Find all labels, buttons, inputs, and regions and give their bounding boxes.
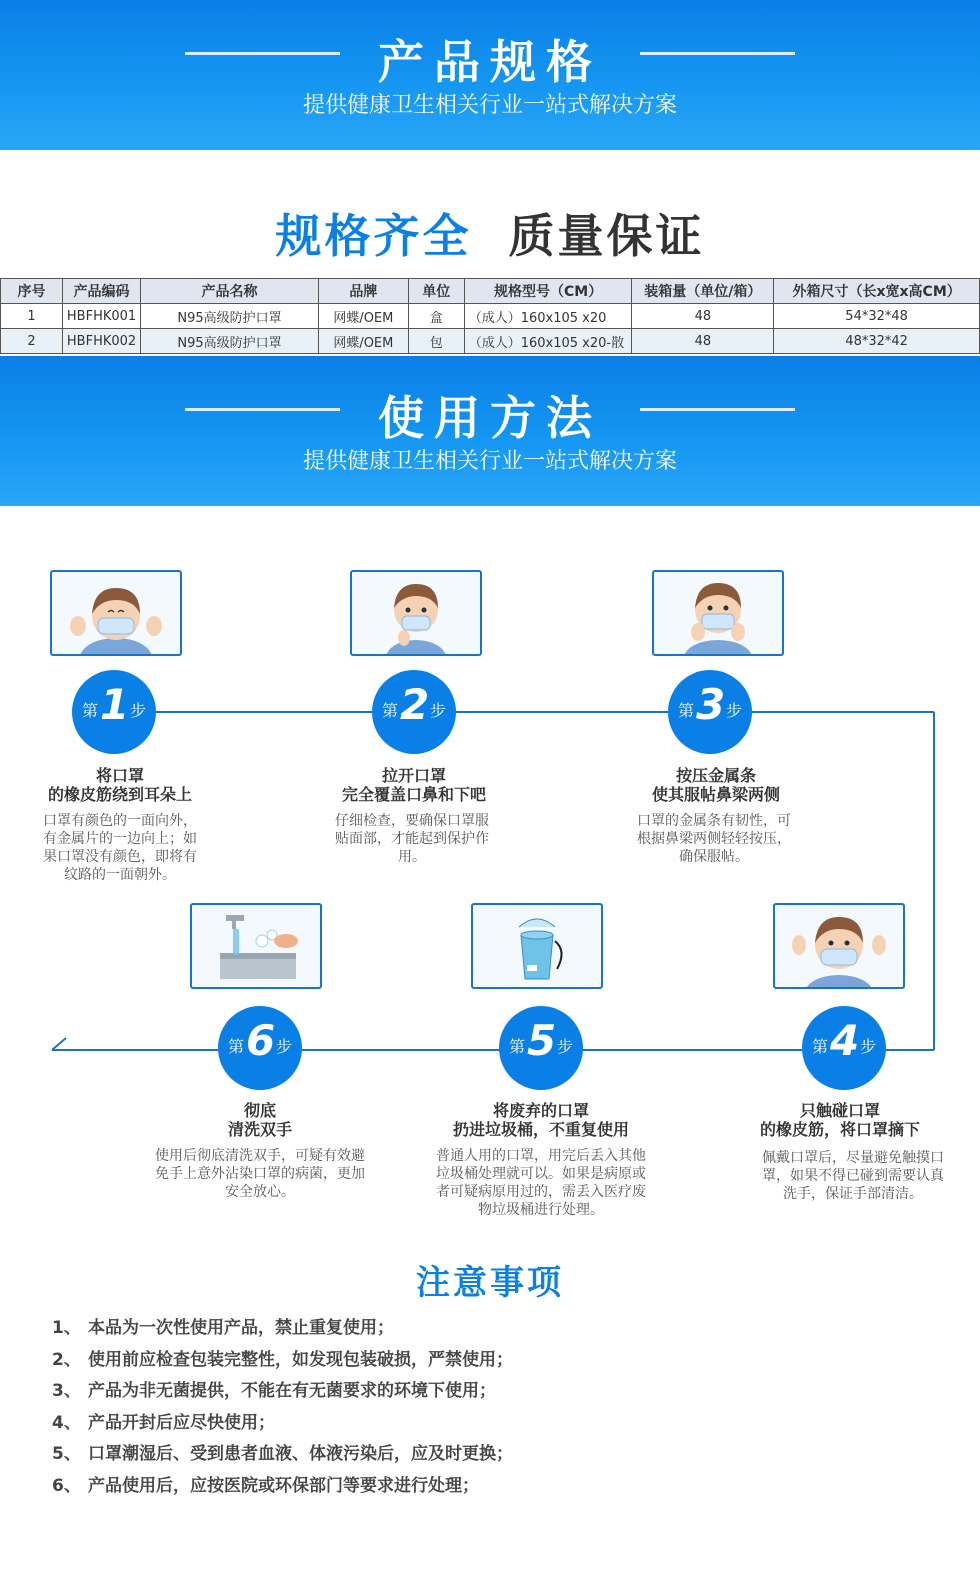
table-header: 外箱尺寸（长x宽x高CM） (774, 279, 980, 304)
step-suffix: 步 (859, 1037, 876, 1056)
step-description-line: 垃圾桶处理就可以。如果是病原或 (436, 1166, 646, 1182)
table-header: 产品编码 (62, 279, 140, 304)
step-heading (140, 1101, 380, 1139)
step-heading (421, 1101, 661, 1139)
step-number: 2 (400, 680, 430, 729)
spec-banner (0, 0, 980, 150)
step-description-line: 洗手，保证手部清洁。 (783, 1186, 923, 1202)
step-prefix: 第 (678, 701, 695, 720)
table-cell: N95高级防护口罩 (141, 329, 319, 354)
step-description-line: 普通人用的口罩，用完后丢入其他 (436, 1148, 646, 1164)
child-remove-mask-icon (773, 903, 905, 989)
notice-item-number: 5、 (52, 1444, 81, 1464)
step-heading-line: 只触碰口罩 (799, 1101, 880, 1120)
step-heading-line: 拉开口罩 (381, 766, 446, 785)
step-description (0, 812, 240, 884)
step-description-line: 物垃圾桶进行处理。 (478, 1202, 604, 1218)
notice-title: 注意事项 (416, 1263, 564, 1303)
step-description-line: 者可疑病原用过的，需丢入医疗废 (436, 1184, 646, 1200)
table-cell: 48 (632, 304, 774, 329)
step-description-line: 确保服帖。 (679, 849, 749, 865)
step-suffix: 步 (429, 701, 446, 720)
step-heading (596, 766, 836, 804)
step-description-line: 使用后彻底清洗双手，可疑有效避 (155, 1148, 365, 1164)
table-cell: 54*32*48 (774, 304, 980, 329)
table-header: 品牌 (318, 279, 408, 304)
step-description-line: 根据鼻梁两侧轻轻按压， (637, 831, 791, 847)
step-heading-line: 扔进垃圾桶，不重复使用 (452, 1120, 629, 1139)
table-cell: 48*32*42 (774, 329, 980, 354)
notice-item-text: 使用前应检查包装完整性，如发现包装破损，严禁使用； (88, 1349, 513, 1370)
notice-item-text: 产品使用后，应按医院或环保部门等要求进行处理； (88, 1475, 479, 1496)
step-description-line: 佩戴口罩后，尽量避免触摸口 (762, 1150, 944, 1166)
table-cell: HBFHK002 (62, 329, 140, 354)
step-number: 6 (246, 1016, 276, 1065)
quality-headline-part2: 质量保证 (508, 209, 705, 263)
step-prefix: 第 (382, 701, 399, 720)
step-badge-1 (72, 670, 156, 754)
step-badge-6 (218, 1006, 302, 1090)
notice-item-text: 产品为非无菌提供，不能在有无菌要求的环境下使用； (88, 1381, 496, 1401)
step-heading (294, 766, 534, 804)
table-cell: 包 (408, 329, 464, 354)
trash-bin-icon (471, 903, 603, 989)
table-header-row (1, 279, 980, 304)
child-pull-mask-icon (350, 570, 482, 656)
table-cell: 48 (632, 329, 774, 354)
notice-item-text: 口罩潮湿后、受到患者血液、体液污染后，应及时更换； (88, 1444, 513, 1464)
step-heading (0, 766, 240, 804)
table-row (1, 329, 980, 354)
step-description-line: 免手上意外沾染口罩的病菌，更加 (155, 1166, 365, 1182)
step-heading-line: 彻底 (243, 1101, 276, 1120)
step-badge-5 (499, 1006, 583, 1090)
step-description-line: 果口罩没有颜色，即将有 (43, 849, 197, 865)
step-description-line: 罩，如果不得已碰到需要认真 (762, 1168, 944, 1184)
table-cell: （成人）160x105 x20-散 (464, 329, 632, 354)
notice-item-number: 4、 (52, 1412, 81, 1433)
step-heading-line: 将口罩 (95, 766, 144, 785)
step-badge-2 (372, 670, 456, 754)
step-description (728, 1149, 978, 1203)
step-description-line: 纹路的一面朝外。 (64, 867, 176, 883)
quality-headline-part1: 规格齐全 (275, 209, 472, 263)
notice-item (52, 1408, 932, 1440)
step-number: 4 (830, 1016, 860, 1065)
step-heading-line: 按压金属条 (675, 766, 756, 785)
banner-subtitle: 提供健康卫生相关行业一站式解决方案 (302, 449, 677, 474)
notice-item-text: 产品开封后应尽快使用； (88, 1412, 275, 1433)
step-description-line: 口罩的金属条有韧性，可 (637, 813, 791, 829)
table-header: 序号 (1, 279, 63, 304)
step-prefix: 第 (509, 1037, 526, 1056)
notice-item-number: 3、 (52, 1381, 81, 1401)
table-cell: 盒 (408, 304, 464, 329)
step-description (130, 1147, 390, 1201)
step-badge-4 (802, 1006, 886, 1090)
notice-item-number: 6、 (52, 1475, 81, 1496)
step-suffix: 步 (556, 1037, 573, 1056)
notice-item (52, 1313, 932, 1345)
hand-washing-icon (190, 903, 322, 989)
table-cell: HBFHK001 (62, 304, 140, 329)
step-suffix: 步 (275, 1037, 292, 1056)
step-prefix: 第 (228, 1037, 245, 1056)
step-heading-line: 使其服帖鼻梁两侧 (651, 785, 780, 804)
notice-item-number: 1、 (52, 1318, 81, 1338)
table-cell: 1 (1, 304, 63, 329)
step-description-line: 安全放心。 (225, 1184, 295, 1200)
usage-banner (0, 356, 980, 506)
notice-item (52, 1376, 932, 1408)
step-number: 1 (100, 680, 130, 729)
step-description-line: 口罩有颜色的一面向外， (43, 813, 197, 829)
table-header: 装箱量（单位/箱） (632, 279, 774, 304)
notice-item (52, 1471, 932, 1503)
step-description-line: 贴面部，才能起到保护作 (335, 831, 489, 847)
step-prefix: 第 (812, 1037, 829, 1056)
child-mask-ears-icon (50, 570, 182, 656)
child-press-nose-icon (652, 570, 784, 656)
step-suffix: 步 (129, 701, 146, 720)
step-description (594, 812, 834, 866)
step-heading-line: 的橡皮筋，将口罩摘下 (759, 1120, 920, 1139)
table-header: 产品名称 (141, 279, 319, 304)
step-heading-line: 清洗双手 (227, 1120, 292, 1139)
step-badge-3 (668, 670, 752, 754)
step-description (292, 812, 532, 866)
table-cell: 2 (1, 329, 63, 354)
step-description-line: 有金属片的一边向上；如 (43, 831, 197, 847)
banner-title: 使用方法 (378, 391, 602, 445)
notice-item (52, 1439, 932, 1471)
step-description (410, 1147, 672, 1219)
banner-title: 产品规格 (378, 35, 602, 89)
step-number: 3 (696, 680, 726, 729)
step-heading (720, 1101, 960, 1139)
step-description-line: 仔细检查，要确保口罩服 (335, 813, 489, 829)
table-cell: N95高级防护口罩 (141, 304, 319, 329)
table-cell: （成人）160x105 x20 (464, 304, 632, 329)
step-number: 5 (527, 1016, 557, 1065)
table-cell: 网蝶/OEM (318, 329, 408, 354)
step-description-line: 用。 (398, 849, 426, 865)
spec-table (0, 278, 980, 354)
table-cell: 网蝶/OEM (318, 304, 408, 329)
table-header: 单位 (408, 279, 464, 304)
step-heading-line: 完全覆盖口鼻和下吧 (341, 785, 486, 804)
notice-item-text: 本品为一次性使用产品，禁止重复使用； (88, 1318, 394, 1338)
step-heading-line: 将废弃的口罩 (492, 1101, 589, 1120)
notice-item-number: 2、 (52, 1349, 81, 1370)
table-row (1, 304, 980, 329)
quality-headline (0, 200, 980, 266)
banner-subtitle: 提供健康卫生相关行业一站式解决方案 (302, 93, 677, 118)
table-header: 规格型号（CM） (464, 279, 632, 304)
notice-item (52, 1345, 932, 1377)
step-prefix: 第 (82, 701, 99, 720)
step-suffix: 步 (725, 701, 742, 720)
step-heading-line: 的橡皮筋绕到耳朵上 (47, 785, 192, 804)
notice-list (52, 1313, 932, 1502)
